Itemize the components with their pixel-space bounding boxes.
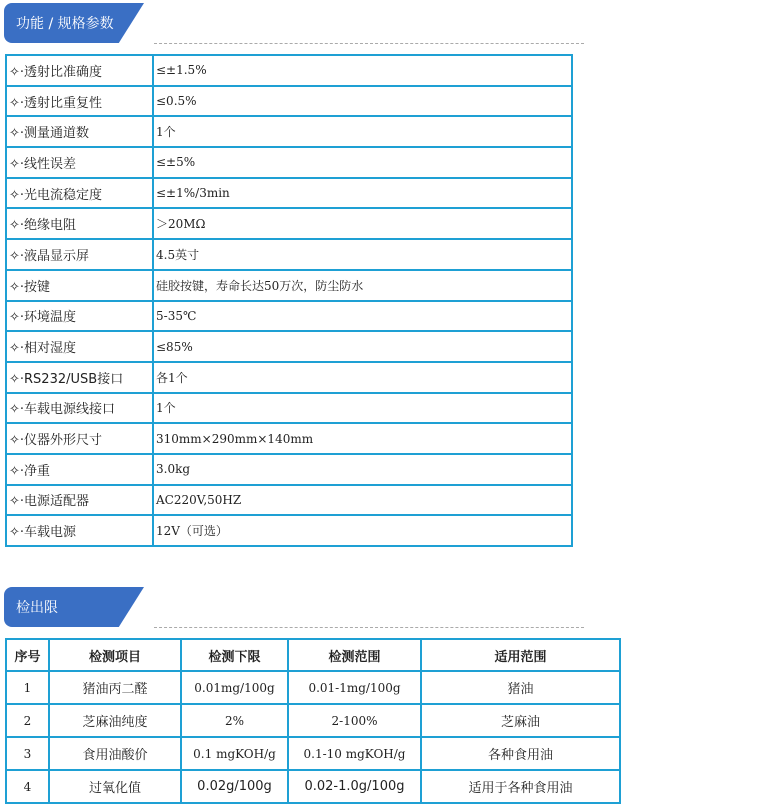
table-cell: 2-100%: [288, 704, 421, 737]
table-row: [6, 485, 572, 516]
table-row: [6, 178, 572, 209]
table-cell: 0.02-1.0g/100g: [288, 770, 421, 803]
spec-key: ✧·净重: [6, 454, 153, 485]
table-row: [6, 331, 572, 362]
spec-value: ≤±1%/3min: [153, 178, 572, 209]
table-row: [6, 147, 572, 178]
spec-value: 12V（可选）: [153, 515, 572, 546]
table-cell: 2%: [181, 704, 288, 737]
spec-key: ✧·透射比准确度: [6, 55, 153, 86]
column-header: 检测下限: [181, 639, 288, 671]
section-tab: [4, 3, 164, 43]
table-cell: 1: [6, 671, 49, 704]
spec-key: ✧·测量通道数: [6, 116, 153, 147]
spec-key: ✧·车载电源: [6, 515, 153, 546]
section-title: 检出限: [16, 600, 58, 616]
spec-value: ＞20MΩ: [153, 208, 572, 239]
table-row: [6, 208, 572, 239]
spec-key: ✧·电源适配器: [6, 485, 153, 516]
dashed-divider: [154, 43, 584, 44]
table-row: [6, 239, 572, 270]
table-row: [6, 737, 620, 770]
table-cell: 0.02g/100g: [181, 770, 288, 803]
table-row: [6, 515, 572, 546]
column-header: 序号: [6, 639, 49, 671]
table-cell: 适用于各种食用油: [421, 770, 620, 803]
spec-value: 3.0kg: [153, 454, 572, 485]
spec-key: ✧·液晶显示屏: [6, 239, 153, 270]
spec-value: ≤±1.5%: [153, 55, 572, 86]
table-cell: 0.1 mgKOH/g: [181, 737, 288, 770]
table-cell: 芝麻油纯度: [49, 704, 181, 737]
column-header: 适用范围: [421, 639, 620, 671]
spec-key: ✧·光电流稳定度: [6, 178, 153, 209]
spec-key: ✧·透射比重复性: [6, 86, 153, 117]
spec-key: ✧·按键: [6, 270, 153, 301]
spec-key: ✧·相对湿度: [6, 331, 153, 362]
table-cell: 过氧化值: [49, 770, 181, 803]
spec-key: ✧·车载电源线接口: [6, 393, 153, 424]
table-cell: 芝麻油: [421, 704, 620, 737]
table-cell: 各种食用油: [421, 737, 620, 770]
column-header: 检测项目: [49, 639, 181, 671]
table-cell: 0.1-10 mgKOH/g: [288, 737, 421, 770]
table-cell: 2: [6, 704, 49, 737]
spec-value: AC220V,50HZ: [153, 485, 572, 516]
table-row: [6, 393, 572, 424]
spec-key: ✧·绝缘电阻: [6, 208, 153, 239]
table-cell: 3: [6, 737, 49, 770]
spec-key: ✧·仪器外形尺寸: [6, 423, 153, 454]
detection-table: [5, 638, 621, 804]
table-row: [6, 671, 620, 704]
table-row: [6, 423, 572, 454]
table-row: [6, 270, 572, 301]
table-cell: 猪油丙二醛: [49, 671, 181, 704]
table-row: [6, 301, 572, 332]
table-header-row: [6, 639, 620, 671]
spec-value: ≤0.5%: [153, 86, 572, 117]
table-cell: 0.01-1mg/100g: [288, 671, 421, 704]
table-row: [6, 116, 572, 147]
table-row: [6, 362, 572, 393]
table-row: [6, 55, 572, 86]
table-cell: 0.01mg/100g: [181, 671, 288, 704]
spec-value: 1个: [153, 393, 572, 424]
spec-key: ✧·线性误差: [6, 147, 153, 178]
table-row: [6, 770, 620, 803]
spec-value: ≤85%: [153, 331, 572, 362]
spec-value: 310mm×290mm×140mm: [153, 423, 572, 454]
table-cell: 猪油: [421, 671, 620, 704]
dashed-divider: [154, 627, 584, 628]
detection-section-header: [4, 587, 584, 631]
section-tab: [4, 587, 164, 627]
spec-section-header: [4, 3, 584, 47]
spec-table: [5, 54, 573, 547]
spec-key: ✧·RS232/USB接口: [6, 362, 153, 393]
spec-value: 硅胶按键，寿命长达50万次，防尘防水: [153, 270, 572, 301]
spec-value: 1个: [153, 116, 572, 147]
spec-value: ≤±5%: [153, 147, 572, 178]
table-row: [6, 86, 572, 117]
spec-key: ✧·环境温度: [6, 301, 153, 332]
spec-value: 4.5英寸: [153, 239, 572, 270]
column-header: 检测范围: [288, 639, 421, 671]
spec-value: 5-35℃: [153, 301, 572, 332]
table-cell: 4: [6, 770, 49, 803]
table-row: [6, 454, 572, 485]
spec-value: 各1个: [153, 362, 572, 393]
section-title: 功能 / 规格参数: [16, 16, 114, 32]
table-cell: 食用油酸价: [49, 737, 181, 770]
table-row: [6, 704, 620, 737]
